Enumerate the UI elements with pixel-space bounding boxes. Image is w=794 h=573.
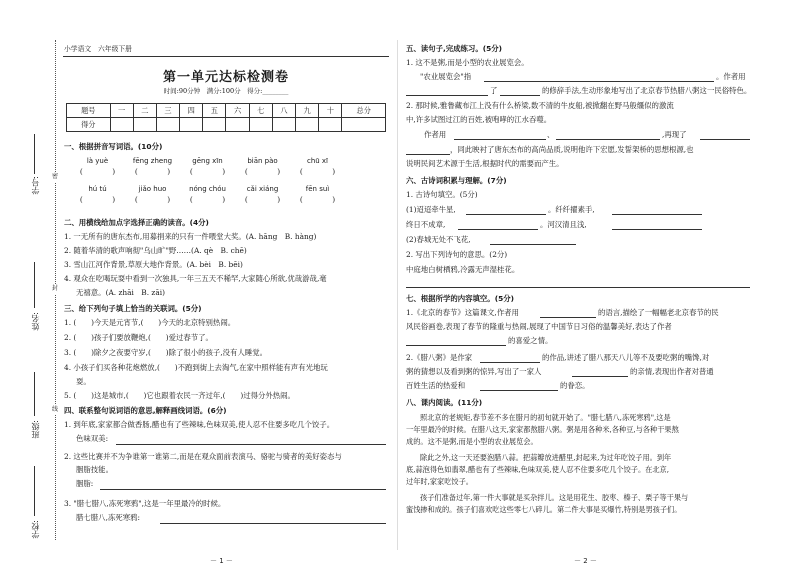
answer-line[interactable]	[490, 244, 576, 245]
question-text: 胭脂:	[76, 479, 94, 488]
score-value-row	[67, 118, 386, 132]
question-text: 了	[490, 86, 498, 95]
score-header-cell: 五	[203, 104, 226, 118]
score-cell[interactable]	[133, 118, 156, 132]
passage-line: 照北京的老规矩,春节差不多在腊月的初旬就开始了。"腊七腊八,冻死寒鸦",这是	[420, 413, 671, 422]
question-text: ,再现了	[662, 130, 687, 139]
question-text: 、	[547, 130, 555, 139]
question-text: 2.《腊八粥》是作家	[406, 353, 473, 362]
answer-line[interactable]	[556, 139, 660, 140]
section-6-heading: 六、古诗词积累与理解。(7分)	[406, 176, 507, 185]
answer-line[interactable]	[466, 214, 546, 215]
header-rule	[63, 56, 389, 57]
question-text: 1. 这不是粥,而是小型的农业展览会。	[406, 58, 529, 67]
exam-title: 第一单元达标检测卷	[162, 70, 289, 85]
pinyin-item: gēng xīn	[192, 157, 223, 165]
pinyin-item: cǎi xiáng	[246, 185, 279, 193]
exam-meta: 时间:90分钟 满分:100分 得分:________	[163, 87, 289, 95]
section-8-heading: 八、课内阅读。(11分)	[406, 398, 483, 407]
school-line	[34, 466, 35, 516]
question-text: 粥的猜想以及看到粥的惊异,写出了一家人	[406, 367, 542, 376]
answer-line[interactable]	[454, 139, 546, 140]
section-3-heading: 三、给下列句子填上恰当的关联词。(5分)	[64, 304, 202, 313]
pinyin-item: jiǎo huo	[138, 185, 167, 193]
answer-blank[interactable]: ( )	[79, 167, 116, 176]
school-label: 学校:	[31, 520, 40, 539]
answer-line[interactable]	[458, 229, 538, 230]
score-header-cell: 二	[133, 104, 156, 118]
score-cell[interactable]	[272, 118, 295, 132]
score-cell[interactable]	[296, 118, 319, 132]
question-text: (1)迢迢牵牛星,	[406, 205, 456, 214]
question-text: 1.《北京的春节》这篇课文,作者用	[406, 308, 519, 317]
question-text: 3. 雪山江河作背景,草原大地作背景。(A. bèi B. bēi)	[64, 260, 243, 269]
score-header-cell: 总分	[342, 104, 386, 118]
passage-line: 孩子们准备过年,第一件大事就是买杂拌儿。这是用花生、胶枣、榛子、栗子等干果与	[420, 493, 689, 502]
passage-line: 蜜饯掺和成的。孩子们喜欢吃这些零七八碎儿。第二件大事是买爆竹,特别是男孩子们。	[406, 505, 682, 514]
score-cell[interactable]	[180, 118, 203, 132]
question-text: 5. ( )这是城市,( )它也跟着农民一齐过年,( )过得分外热闹。	[64, 391, 295, 400]
page-number-2: － 2 －	[574, 557, 597, 565]
question-text: 作者用	[424, 130, 447, 139]
section-7-heading: 七、根据所学的内容填空。(5分)	[406, 294, 514, 303]
score-header-row	[67, 104, 386, 118]
answer-line[interactable]	[612, 229, 702, 230]
answer-line[interactable]	[500, 95, 540, 96]
answer-line[interactable]	[406, 287, 750, 288]
score-header-cell: 一	[110, 104, 133, 118]
answer-line[interactable]	[480, 390, 558, 391]
answer-line[interactable]	[480, 362, 540, 363]
score-table	[66, 103, 386, 132]
answer-line[interactable]	[160, 523, 386, 524]
answer-line[interactable]	[116, 444, 386, 445]
score-header-cell: 七	[249, 104, 272, 118]
answer-blank[interactable]: ( )	[244, 167, 281, 176]
question-text: ，同此映衬了唐东杰布的高尚品质,说明他许下宏愿,发誓架桥的思想根源,也	[450, 145, 694, 154]
answer-line[interactable]	[612, 214, 702, 215]
question-text: 1. 一无所有的唐东杰布,用募捐来的只有一件喂堂大奖。(A. hāng B. hàng)	[64, 232, 317, 241]
question-text: 终日不成章,	[406, 220, 446, 229]
score-header-cell: 九	[296, 104, 319, 118]
pinyin-item: là yuè	[86, 157, 109, 165]
answer-line[interactable]	[700, 139, 750, 140]
question-text: 3. "腊七腊八,冻死寒鸦",这是一年里最冷的时候。	[64, 499, 226, 508]
pinyin-block-1	[70, 156, 345, 178]
pinyin-item: chū xī	[306, 157, 329, 165]
question-text: 1. ( )今天是元宵节,( )今天的北京特别热闹。	[64, 318, 236, 327]
score-header-cell: 四	[180, 104, 203, 118]
question-text: 百姓生活的热爱和	[406, 381, 466, 390]
subject-header: 小学语文 六年级下册	[64, 45, 132, 53]
student-number-label: 学号:	[31, 176, 40, 195]
question-text: 中庭地白树栖鸦,冷露无声湿桂花。	[406, 265, 520, 274]
name-line	[34, 262, 35, 308]
passage-line: 过年时,家家吃饺子。	[406, 477, 473, 486]
answer-line[interactable]	[540, 317, 596, 318]
question-text: 4. 观众在吃喝玩耍中看到一次独具,一年三五天不稀罕,大家随心所欲,优哉游哉,毫	[64, 274, 327, 283]
student-number-line	[34, 134, 35, 174]
answer-line[interactable]	[484, 81, 714, 82]
pinyin-block-2	[70, 184, 345, 206]
section-2-heading: 二、用横线给加点字选择正确的读音。(4分)	[64, 218, 209, 227]
question-text: 色味双美:	[76, 434, 109, 443]
section-1-heading: 一、根据拼音写词语。(10分)	[64, 142, 163, 151]
question-text: 耍。	[76, 377, 91, 386]
question-text: 4. 小孩子们买各种花炮燃放,( )不跑到街上去淘气,在家中照样能有声有光地玩	[64, 363, 328, 372]
question-text: 2. 这些比赛并不为争谁第一谁第二,而是在观众面前表演马、骆驼与骑者的美好姿态与	[64, 452, 342, 461]
score-cell[interactable]	[319, 118, 342, 132]
question-text: 说明民间艺术源于生活,根据时代的需要而产生。	[406, 159, 564, 168]
class-label: 班级:	[31, 420, 40, 439]
answer-line[interactable]	[406, 95, 488, 96]
question-text: 的语言,描绘了一幅幅老北京春节的民	[598, 308, 719, 317]
question-text: "农业展览会"指	[420, 72, 472, 81]
score-header-cell: 八	[272, 104, 295, 118]
answer-blank[interactable]: ( )	[299, 167, 336, 176]
answer-blank[interactable]: ( )	[189, 167, 226, 176]
question-text: 2. ( )孩子们要放鞭炮,( )爱过春节了。	[64, 333, 213, 342]
answer-line[interactable]	[406, 154, 450, 155]
answer-blank[interactable]: ( )	[134, 195, 171, 204]
question-text: 。作者用	[716, 72, 746, 81]
answer-blank[interactable]: ( )	[79, 195, 116, 204]
section-4-heading: 四、联系整句说词语的意思,解释画线词语。(6分)	[64, 406, 227, 415]
question-text: 2. 那时候,雅鲁藏布江上没有什么桥梁,数不清的牛皮船,被掀翻在野马般缰似的激流	[406, 101, 674, 110]
score-header-cell: 三	[156, 104, 179, 118]
score-cell[interactable]	[226, 118, 249, 132]
score-cell[interactable]	[342, 118, 386, 132]
question-text: 的作品,讲述了腊八那天八儿等不及要吃粥的嘴馋,对	[542, 353, 710, 362]
section-5-heading: 五、读句子,完成练习。(5分)	[406, 44, 503, 53]
seal-xian: 线	[52, 406, 59, 413]
question-text: 中,许多试图过江的百姓,被咆哮的江水吞噬。	[406, 115, 552, 124]
question-text: 2. 随着华清的歌声响彻"乌山旷"野……(A. qè B. chē)	[64, 246, 247, 255]
question-text: 无禧意。(A. zhāi B. zāi)	[76, 288, 165, 297]
answer-line[interactable]	[572, 376, 628, 377]
question-text: 的眷恋。	[560, 381, 590, 390]
question-text: 1. 到年底,家家都合做香肠,醋也有了些辣味,色味双美,使人忍不住要多吃几个饺子。	[64, 420, 335, 429]
score-cell[interactable]	[110, 118, 133, 132]
score-header-cell: 十	[319, 104, 342, 118]
pinyin-item: hú tú	[88, 185, 107, 193]
question-text: 的修辞手法,生动形象地写出了北京春节热腊八粥这一民俗特色。	[542, 86, 752, 95]
pinyin-item: biān pào	[247, 157, 278, 165]
score-cell[interactable]	[203, 118, 226, 132]
score-cell[interactable]	[156, 118, 179, 132]
answer-blank[interactable]: ( )	[134, 167, 171, 176]
question-text: 风民俗画卷,表现了春节的隆重与热闹,展现了中国节日习俗的温馨美好,表达了作者	[406, 322, 672, 331]
answer-blank[interactable]: ( )	[189, 195, 226, 204]
score-cell[interactable]	[249, 118, 272, 132]
name-label: 姓名:	[31, 312, 40, 331]
page-divider	[397, 40, 398, 550]
passage-line: 底,蒜泡得色如翡翠,醋也有了些辣味,色味双美,使人忍不住要多吃几个饺子。在北京,	[406, 465, 669, 474]
seal-feng: 封	[52, 285, 59, 292]
pinyin-item: fēn suì	[305, 185, 330, 193]
question-text: 。纤纤擢素手,	[548, 205, 595, 214]
question-text: 腊七腊八,冻死寒鸦:	[76, 513, 140, 522]
question-text: 1. 古诗句填空。(5分)	[406, 190, 478, 199]
pinyin-item: nóng chóu	[189, 185, 226, 193]
page-number-1: － 1 －	[210, 557, 233, 565]
answer-line[interactable]	[100, 489, 386, 490]
pinyin-item: fēng zheng	[132, 157, 173, 165]
question-text: 2. 写出下列诗句的意思。(2分)	[406, 250, 508, 259]
score-header-cell: 题号	[67, 104, 111, 118]
question-text: 的喜爱之情。	[508, 336, 553, 345]
question-text: 。河汉清且浅,	[540, 220, 587, 229]
answer-blank[interactable]: ( )	[299, 195, 336, 204]
seal-mi: 密	[52, 173, 59, 180]
answer-blank[interactable]: ( )	[244, 195, 281, 204]
question-text: (2)春城无处不飞花,	[406, 235, 471, 244]
passage-line: 除此之外,这一天还要泡腊八蒜。把蒜瓣放进醋里,封起来,为过年吃饺子用。到年	[420, 453, 672, 462]
question-text: 的亲情,表现出作者对普通	[630, 367, 714, 376]
question-text: 3. ( )除夕之夜要守岁,( )除了很小的孩子,没有人睡觉。	[64, 348, 268, 357]
score-header-cell: 六	[226, 104, 249, 118]
question-text: 胭脂技能。	[76, 465, 113, 474]
class-line	[34, 372, 35, 416]
passage-line: 成的。这不是粥,而是小型的农业展览会。	[406, 437, 538, 446]
score-row-label: 得分	[67, 118, 111, 132]
answer-line[interactable]	[406, 345, 506, 346]
passage-line: 一年里最冷的时候。在腊八这天,家家都熬腊八粥。粥是用各种米,各种豆,与各种干果熬	[406, 425, 679, 434]
